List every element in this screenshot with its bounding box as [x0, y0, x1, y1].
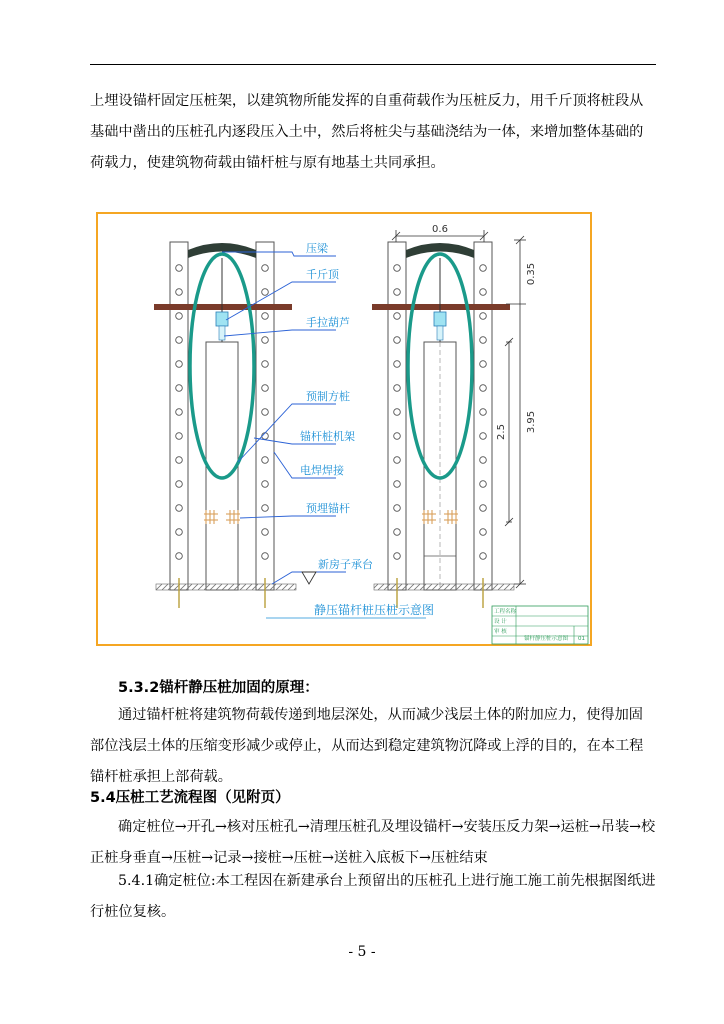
pile-diagram	[96, 212, 592, 648]
left-ground	[156, 584, 296, 590]
pile-diagram-figure	[96, 212, 592, 652]
ground-level-marker	[302, 572, 316, 584]
left-assembly	[154, 242, 296, 608]
dim-width: 0.6	[432, 224, 448, 235]
tb-row3: 审 核	[494, 629, 507, 635]
label-precast-pile: 预制方桩	[306, 390, 350, 403]
section-532-heading: 5.3.2锚杆静压桩加固的原理：	[118, 680, 319, 696]
label-frame: 锚杆桩机架	[300, 430, 355, 443]
process-flow-paragraph: 确定桩位→开孔→核对压桩孔→清理压桩孔及埋设锚杆→安装压反力架→运桩→吊装→校正桩身垂直→压桩→记录→接桩→压桩→送桩入底板下→压桩结束	[90, 819, 656, 866]
right-assembly	[372, 242, 514, 608]
label-jack: 千斤顶	[306, 268, 339, 281]
label-weld: 电焊焊接	[300, 464, 344, 477]
section-54-heading: 5.4压桩工艺流程图（见附页）	[90, 790, 290, 806]
section-532-paragraph: 通过锚杆桩将建筑物荷载传递到地层深处，从而减少浅层土体的附加应力，使得加固部位浅层土体的压缩变形减少或停止，从而达到稳定建筑物沉降或上浮的目的，在本工程锚杆桩承担上部荷载。	[90, 707, 644, 785]
section-541-paragraph: 5.4.1确定桩位:本工程因在新建承台上预留出的压桩孔上进行施工施工前先根据图纸进行桩位复核。	[90, 873, 656, 920]
left-jack	[216, 312, 228, 326]
left-pressure-beam	[154, 304, 292, 310]
figure-caption: 静压锚杆桩压桩示意图	[314, 603, 435, 617]
dim-total: 3.95	[526, 410, 537, 434]
leader-lines	[222, 252, 346, 584]
right-pressure-beam	[372, 304, 510, 310]
title-block	[492, 606, 588, 644]
tb-sheet: 01	[578, 636, 585, 642]
intro-paragraph: 上埋设锚杆固定压桩架，以建筑物所能发挥的自重荷载作为压桩反力，用千斤顶将桩段从基础中凿出的压桩孔内逐段压入土中，然后将桩尖与基础浇结为一体，来增加整体基础的荷载力，使建筑物荷载由锚杆桩与原有地基土共同承担。	[90, 93, 644, 171]
tb-drawing-name: 锚杆静压桩示意图	[524, 636, 569, 642]
header-rule	[90, 64, 656, 65]
left-jack-rod	[219, 326, 225, 340]
label-hoist: 手拉葫芦	[306, 316, 350, 329]
page-number: - 5 -	[348, 944, 376, 960]
dim-top: 0.35	[526, 262, 537, 286]
label-anchor: 预埋锚杆	[306, 502, 350, 515]
label-cap: 新房子承台	[318, 558, 373, 571]
tb-row2: 设 计	[494, 619, 507, 625]
left-precast-pile	[206, 342, 238, 590]
right-jack	[434, 312, 446, 326]
right-ground	[374, 584, 514, 590]
dim-pile: 2.5	[496, 424, 507, 440]
tb-row1: 工程名称	[494, 609, 517, 615]
label-beam: 压梁	[306, 242, 328, 255]
right-jack-rod	[437, 326, 443, 340]
